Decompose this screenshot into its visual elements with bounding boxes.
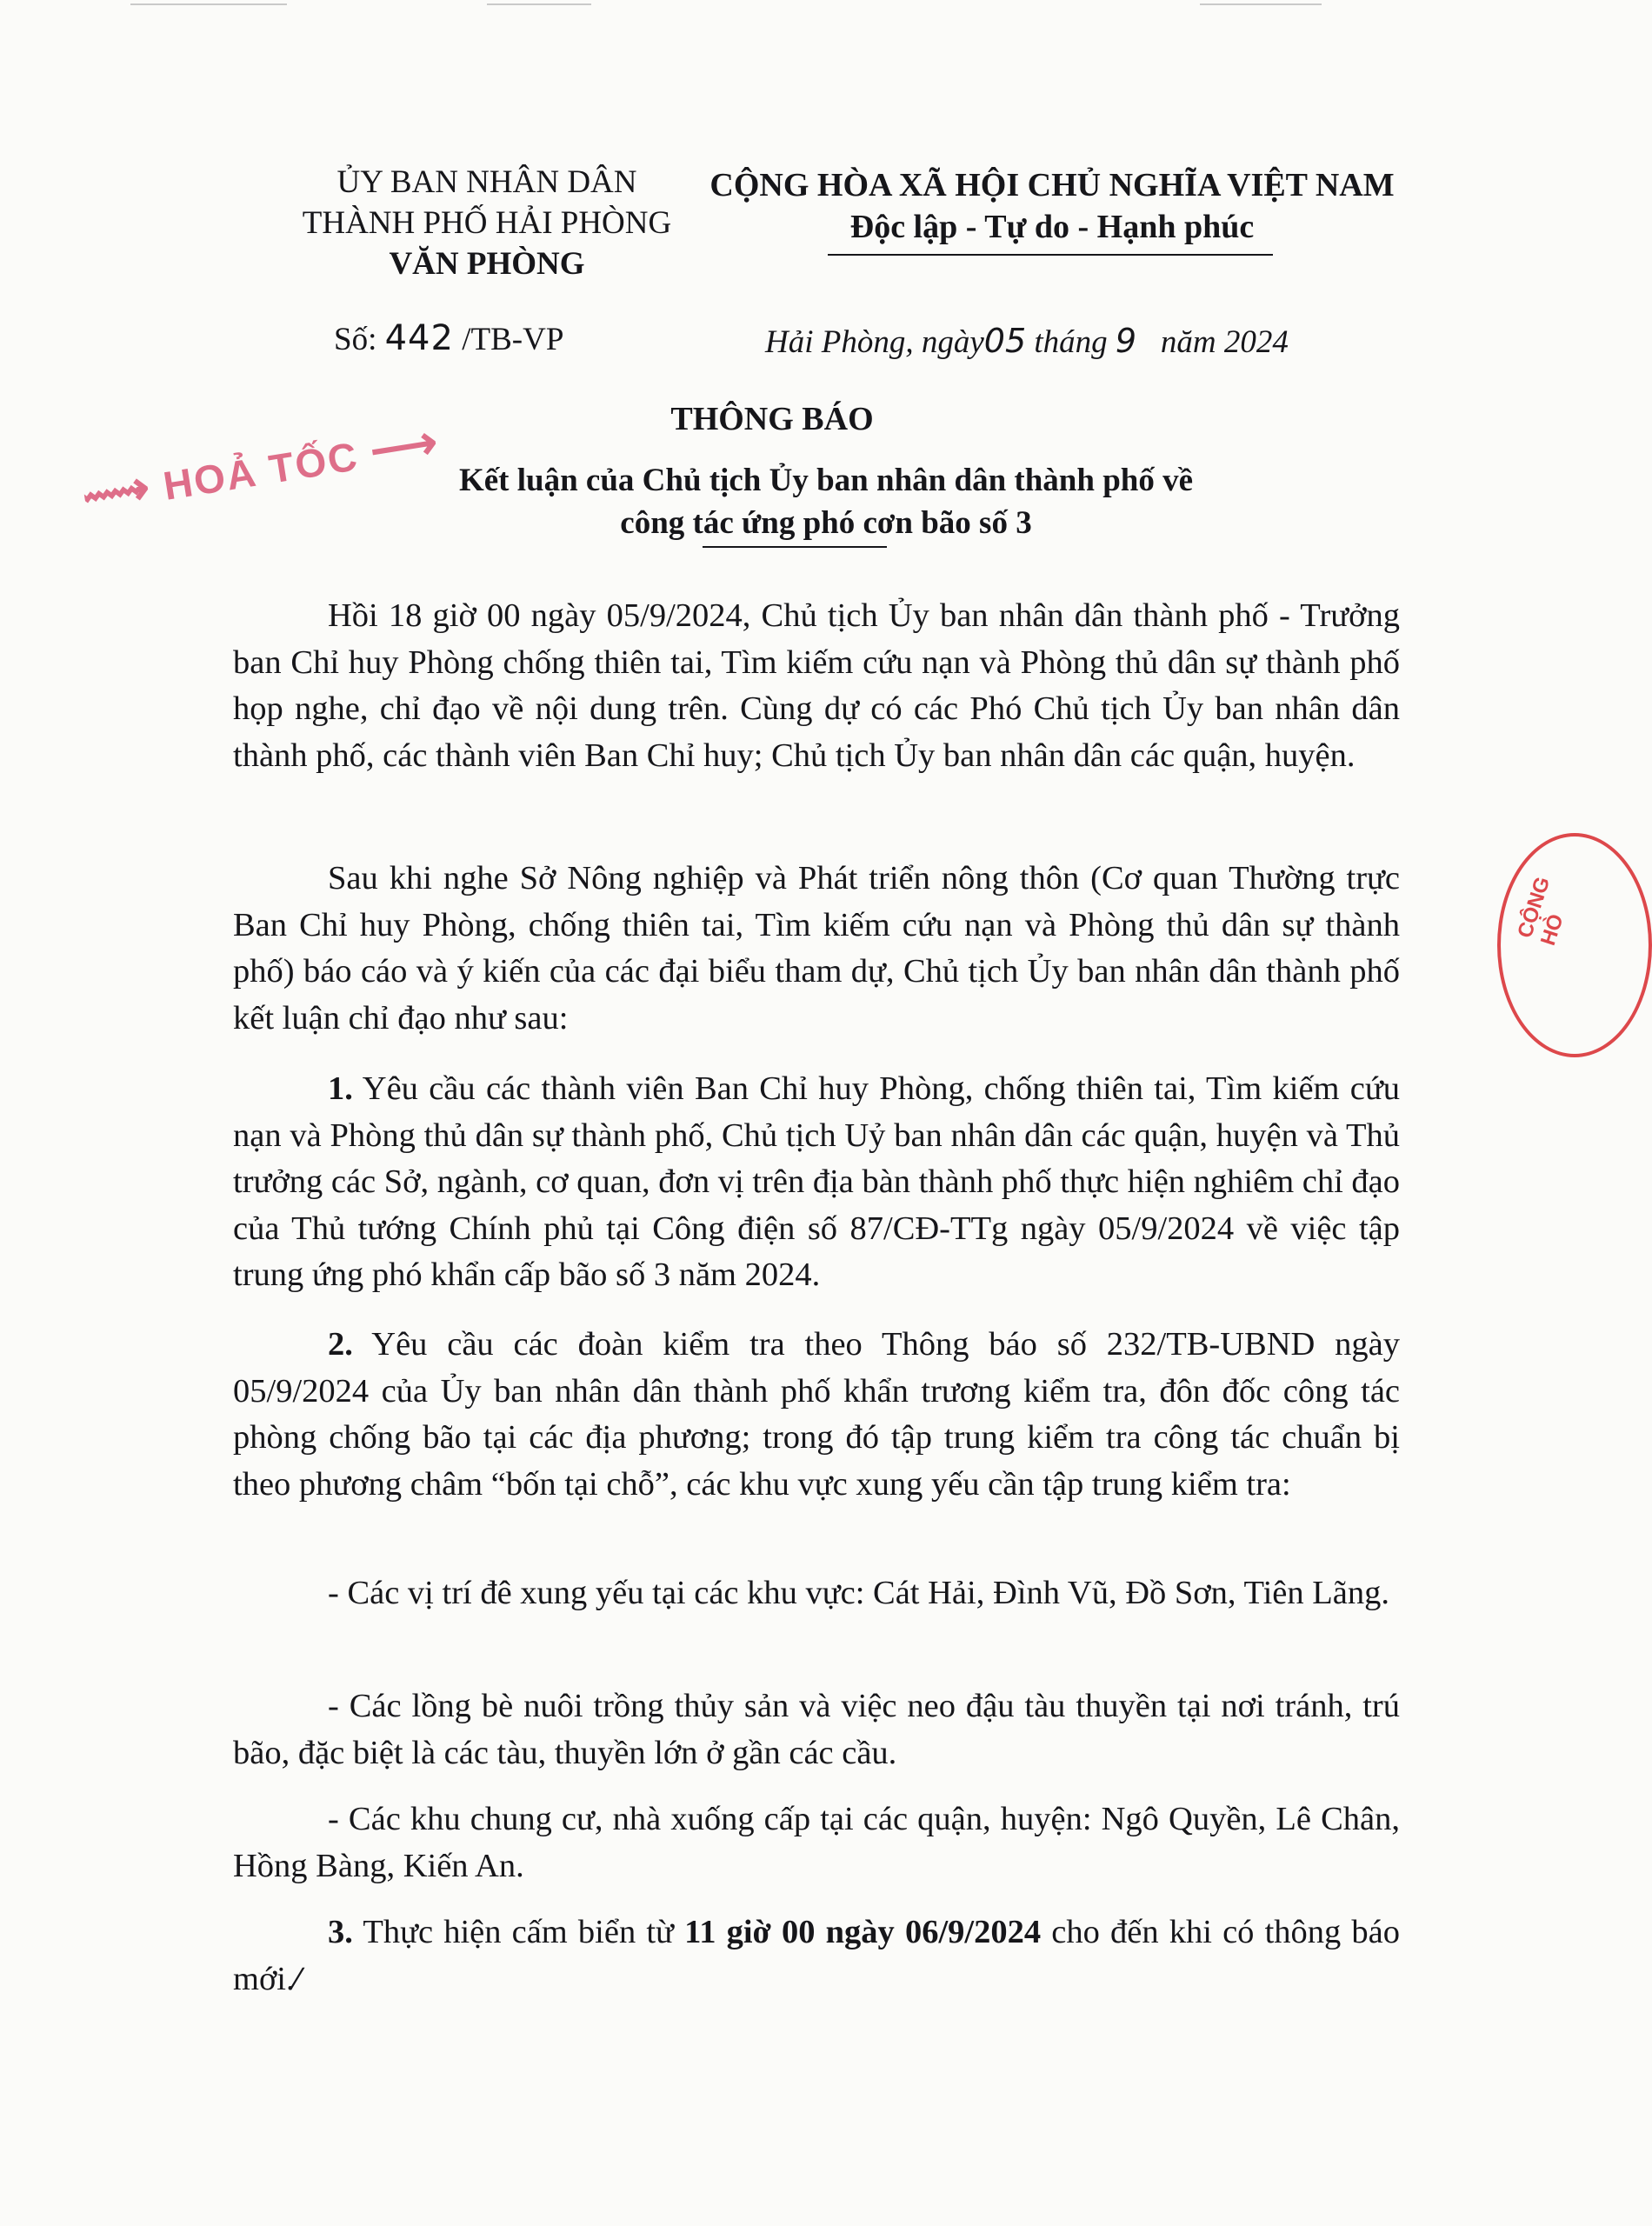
item-2-text: Yêu cầu các đoàn kiểm tra theo Thông báo số 232/TB-UBND ngày 05/9/2024 của Ủy ban nhân dân thành phố khẩn trương kiểm tra, đôn đốc công tác phòng chống bão tại các địa phương; trong đó tập trung kiểm tra công tác chuẩn bị theo phương châm “bốn tại chỗ”, các khu vực xung yếu cần tập trung kiểm tra: — [233, 1326, 1400, 1503]
bullet-aquaculture: - Các lồng bè nuôi trồng thủy sản và việc neo đậu tàu thuyền tại nơi tránh, trú bão, đặc biệt là các tàu, thuyền lớn ở gần các cầu. — [233, 1688, 1400, 1771]
bullet-apartments: - Các khu chung cư, nhà xuống cấp tại các quận, huyện: Ngô Quyền, Lê Chân, Hồng Bàng, Kiến An. — [233, 1801, 1400, 1884]
item-3-text-a: Thực hiện cấm biển từ — [363, 1914, 674, 1950]
subtitle-line-1: Kết luận của Chủ tịch Ủy ban nhân dân thành phố về — [458, 463, 1194, 498]
urgent-stamp-text: HOẢ TỐC — [160, 433, 362, 509]
paragraph-report: Sau khi nghe Sở Nông nghiệp và Phát triển nông thôn (Cơ quan Thường trực Ban Chỉ huy Phòng, chống thiên tai, Tìm kiếm cứu nạn và Phòng thủ dân sự thành phố) báo cáo và ý kiến của các đại biểu tham dự, Chủ tịch Ủy ban nhân dân thành phố kết luận chỉ đạo như sau: — [233, 860, 1400, 1036]
document-number — [334, 318, 563, 358]
urgent-stamp: ⟿ HOẢ TỐC ⟶ — [78, 415, 443, 523]
item-2-number: 2. — [328, 1326, 353, 1363]
date-year: năm 2024 — [1160, 324, 1289, 360]
date-place: Hải Phòng, ngày — [765, 324, 984, 360]
paragraph-item-3 — [233, 1909, 1400, 2003]
authority-line-1: ỦY BAN NHÂN DÂN — [336, 164, 637, 200]
scan-artifact — [1200, 3, 1322, 5]
seal-text: CỘNG HÒ — [1513, 874, 1569, 949]
item-3-number: 3. — [328, 1914, 353, 1950]
document-subtitle — [383, 459, 1269, 544]
issuing-authority — [243, 162, 730, 284]
doc-number-suffix: /TB-VP — [462, 322, 564, 357]
national-motto: Độc lập - Tự do - Hạnh phúc — [849, 209, 1255, 245]
date-day-handwritten: 05 — [983, 322, 1027, 360]
subtitle-line-2: công tác ứng phó cơn bão số 3 — [620, 505, 1032, 541]
date-month-word: tháng — [1034, 324, 1108, 360]
bullet-dikes: - Các vị trí đê xung yếu tại các khu vực: Cát Hải, Đình Vũ, Đồ Sơn, Tiên Lãng. — [328, 1575, 1390, 1611]
paragraph-intro: Hồi 18 giờ 00 ngày 05/9/2024, Chủ tịch Ủy ban nhân dân thành phố - Trưởng ban Chỉ huy Phòng chống thiên tai, Tìm kiếm cứu nạn và Phòng thủ dân sự thành phố họp nghe, chỉ đạo về nội dung trên. Cùng dự có các Phó Chủ tịch Ủy ban nhân dân thành phố, các thành viên Ban Chỉ huy; Chủ tịch Ủy ban nhân dân các quận, huyện. — [233, 597, 1400, 774]
authority-office: VĂN PHÒNG — [389, 246, 585, 282]
date-month-handwritten: 9 — [1115, 322, 1137, 360]
scan-artifact — [130, 3, 287, 5]
item-1-number: 1. — [328, 1070, 353, 1107]
initial-mark-icon: ⁄ — [294, 1962, 301, 1997]
document-title: THÔNG BÁO — [670, 401, 874, 437]
scan-artifact — [487, 3, 591, 5]
item-1-text: Yêu cầu các thành viên Ban Chỉ huy Phòng, chống thiên tai, Tìm kiếm cứu nạn và Phòng thủ dân sự thành phố, Chủ tịch Uỷ ban nhân dân các quận, huyện và Thủ trưởng các Sở, ngành, cơ quan, đơn vị trên địa bàn thành phố thực hiện nghiêm chỉ đạo của Thủ tướng Chính phủ tại Công điện số 87/CĐ-TTg ngày 05/9/2024 về việc tập trung ứng phó khẩn cấp bão số 3 năm 2024. — [233, 1070, 1401, 1293]
motto-underline — [828, 254, 1273, 256]
doc-number-handwritten: 442 — [384, 318, 454, 358]
national-title: CỘNG HÒA XÃ HỘI CHỦ NGHĨA VIỆT NAM — [709, 167, 1395, 203]
subtitle-underline — [703, 546, 887, 548]
doc-number-prefix: Số: — [334, 322, 377, 357]
paragraph-item-1 — [233, 1066, 1400, 1299]
item-3-text-bold: 11 giờ 00 ngày 06/9/2024 — [684, 1914, 1042, 1950]
item-3-text-c: cho đến khi có thông báo mới. — [233, 1914, 1401, 1997]
official-seal-icon — [1497, 833, 1652, 1057]
paragraph-item-2 — [233, 1322, 1400, 1508]
authority-line-2: THÀNH PHỐ HẢI PHÒNG — [302, 205, 672, 241]
date-line — [765, 322, 1289, 361]
